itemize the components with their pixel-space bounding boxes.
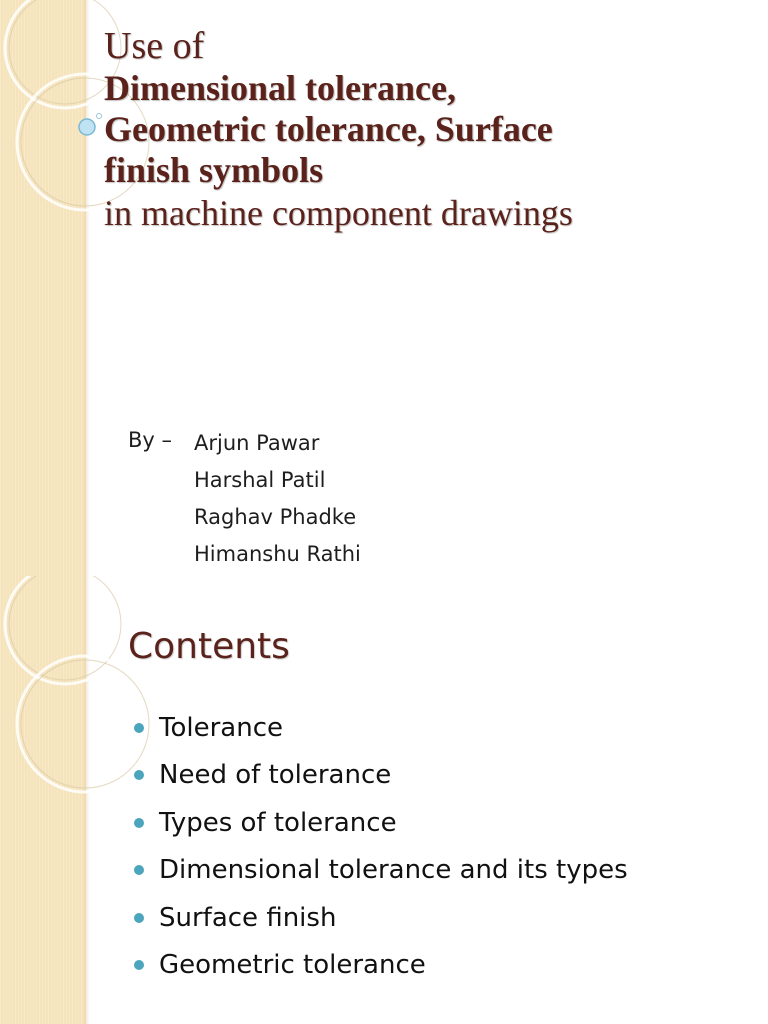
- contents-slide: [0, 576, 768, 1024]
- list-item-label: Surface finish: [159, 902, 337, 933]
- bullet-icon: [134, 913, 144, 923]
- contents-list: [134, 704, 628, 989]
- list-item-label: Geometric tolerance: [159, 950, 426, 981]
- title-prefix: Use of: [104, 25, 205, 67]
- bullet-icon: [134, 960, 144, 970]
- ring-bead-icon: [79, 119, 95, 135]
- title-main-line: Geometric tolerance, Surface: [104, 109, 553, 149]
- author-names: [194, 428, 361, 576]
- slide-title: [104, 24, 744, 235]
- bullet-icon: [134, 865, 144, 875]
- author-name: Raghav Phadke: [194, 505, 357, 529]
- list-item: [134, 704, 628, 752]
- list-item: [134, 799, 628, 847]
- list-item: [134, 942, 628, 990]
- bullet-icon: [134, 818, 144, 828]
- contents-heading: Contents: [128, 626, 290, 667]
- author-name: Himanshu Rathi: [194, 542, 361, 566]
- author-name: Arjun Pawar: [194, 431, 320, 455]
- bullet-icon: [134, 770, 144, 780]
- author-name: Harshal Patil: [194, 468, 326, 492]
- bullet-icon: [134, 723, 144, 733]
- list-item-label: Need of tolerance: [159, 760, 392, 791]
- title-main: [104, 68, 744, 191]
- list-item-label: Dimensional tolerance and its types: [159, 855, 628, 886]
- list-item: [134, 752, 628, 800]
- list-item: [134, 894, 628, 942]
- by-label: By –: [128, 428, 173, 452]
- list-item: [134, 847, 628, 895]
- list-item-label: Tolerance: [159, 712, 283, 743]
- list-item-label: Types of tolerance: [159, 807, 397, 838]
- title-main-line: Dimensional tolerance,: [104, 68, 456, 108]
- title-suffix: in machine component drawings: [104, 193, 573, 233]
- title-main-line: finish symbols: [104, 150, 324, 190]
